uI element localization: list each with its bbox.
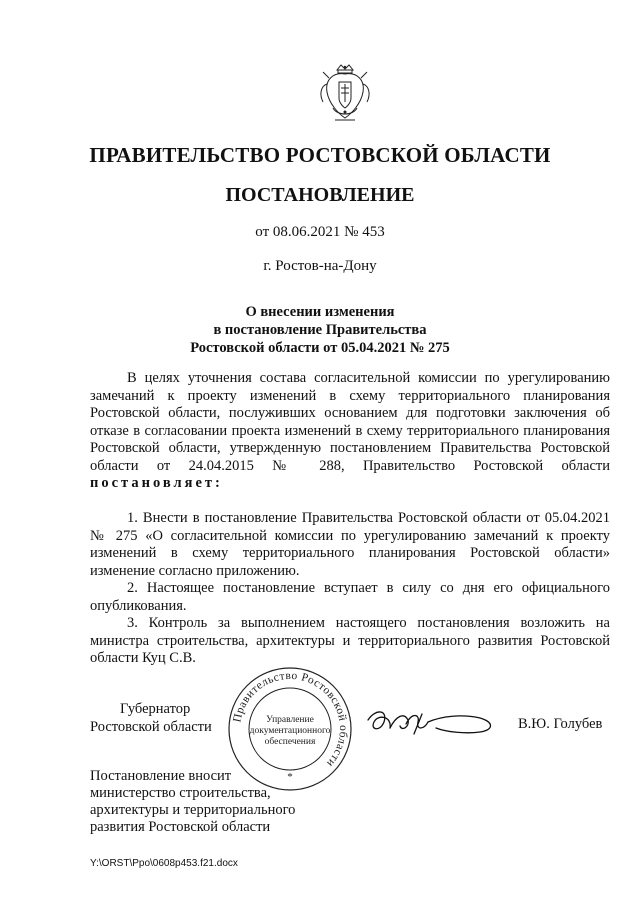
preamble [90, 370, 610, 493]
subject-line: Ростовской области от 05.04.2021 № 275 [190, 340, 450, 356]
submitter-block [90, 768, 295, 836]
signatory-title-line: Губернатор [120, 701, 191, 717]
document-type: ПОСТАНОВЛЕНИЕ [225, 184, 415, 206]
resolution-point: 2. Настоящее постановление вступает в силу со дня его официального опубликования. [90, 580, 610, 614]
submitter-line: развития Ростовской области [90, 819, 271, 835]
stamp-ring-text: Правительство Ростовской области [231, 669, 350, 770]
stamp-inner-line: документационного [249, 726, 331, 736]
signature-icon [362, 700, 502, 748]
preamble-text: В целях уточнения состава согласительной комиссии по урегулированию замечаний к проекту изменений в схему территориального планирования Ростовской области, послуживших основанием для подготовки заключения об отказе в согласовании проекта изменений в схему территориального планирования Ростовской области, утвержденную постановлением Правительства Ростовской области от 24.04.2015 № 288, Правительство Ростовской области [90, 370, 610, 474]
signatory-title-line: Ростовской области [90, 719, 212, 735]
document-city: г. Ростов-на-Дону [263, 258, 377, 274]
submitter-line: архитектуры и территориального [90, 802, 296, 818]
subject-line: О внесении изменения [245, 304, 395, 320]
coat-of-arms-icon [315, 62, 375, 124]
document-subject [0, 303, 640, 357]
resolution-points [90, 510, 610, 668]
resolution-point: 3. Контроль за выполнением настоящего постановления возложить на министра строительства, архитектуры и территориального развития Ростовской области Куц С.В. [90, 615, 610, 666]
stamp-inner-line: Управление [266, 715, 314, 725]
decree-word: постановляет: [90, 475, 223, 491]
subject-line: в постановление Правительства [213, 322, 427, 338]
resolution-point: 1. Внести в постановление Правительства Ростовской области от 05.04.2021 № 275 «О согласительной комиссии по урегулированию замечаний к проекту изменений в схему территориального планирования Ростовской области» изменение согласно приложению. [90, 510, 610, 579]
submitter-line: министерство строительства, [90, 785, 271, 801]
document-date-number: от 08.06.2021 № 453 [255, 224, 385, 240]
file-path: Y:\ORST\Ppo\0608p453.f21.docx [90, 858, 238, 869]
organization-title: ПРАВИТЕЛЬСТВО РОСТОВСКОЙ ОБЛАСТИ [89, 143, 551, 167]
signatory-title [90, 700, 212, 736]
stamp-star: * [287, 771, 293, 783]
submitter-line: Постановление вносит [90, 768, 232, 784]
preamble-paragraph [90, 370, 610, 493]
signatory-name: В.Ю. Голубев [518, 716, 603, 732]
stamp-inner-line: обеспечения [264, 737, 316, 747]
